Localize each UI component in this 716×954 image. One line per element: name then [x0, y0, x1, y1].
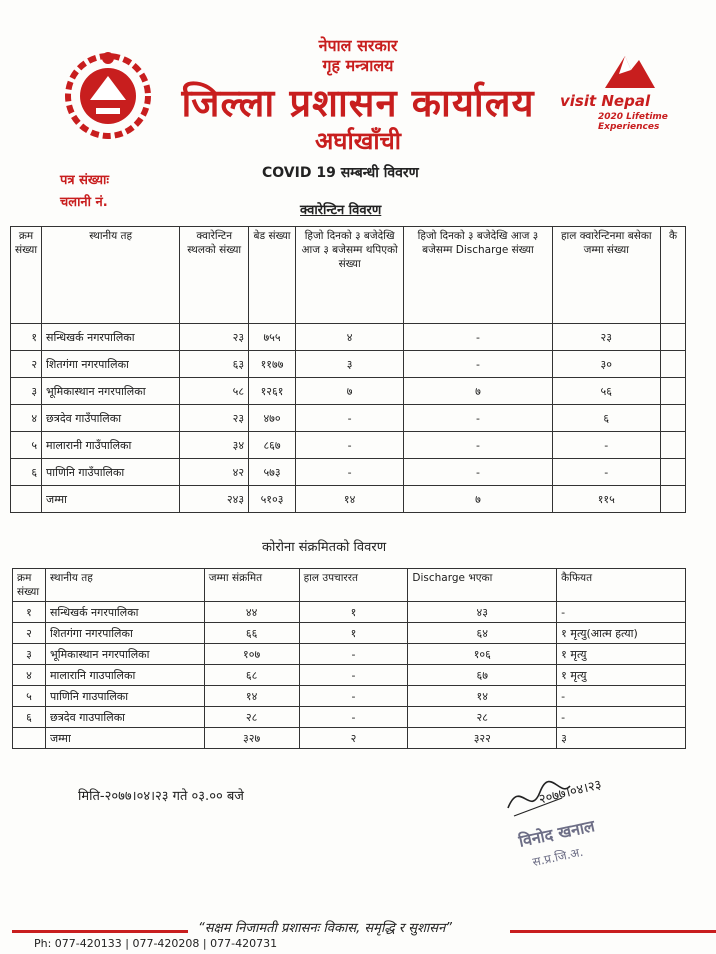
footer-phone: Ph: 077-420133 | 077-420208 | 077-420731 — [34, 937, 278, 950]
table-cell — [661, 405, 686, 432]
table-cell: ६ — [11, 459, 42, 486]
table-cell — [661, 459, 686, 486]
table-cell: - — [295, 405, 403, 432]
table-cell — [661, 378, 686, 405]
table-cell: पाणिनि गाउपालिका — [45, 686, 204, 707]
footer-motto: “सक्षम निजामती प्रशासनः विकास, समृद्धि र सुशासन” — [198, 921, 453, 936]
table-cell: ४ — [11, 405, 42, 432]
col-header: हिजो दिनको ३ बजेदेखि आज ३ बजेसम्म थपिएको संख्या — [295, 227, 403, 324]
table-cell: ३४ — [180, 432, 249, 459]
table-cell: ५ — [13, 686, 46, 707]
table-cell: ३० — [552, 351, 661, 378]
table-cell: ६७ — [408, 665, 557, 686]
report-date: मिति-२०७७।०४।२३ गते ०३.०० बजे — [78, 789, 244, 804]
table-cell: १ मृत्यु(आत्म हत्या) — [557, 623, 686, 644]
stamp-role: स.प्र.जि.अ. — [531, 844, 585, 870]
col-header: क्रम संख्या — [11, 227, 42, 324]
table-cell: ५१०३ — [249, 486, 296, 513]
table-cell: शितगंगा नगरपालिका — [45, 623, 204, 644]
infected-row — [13, 665, 686, 686]
table-cell: ६ — [552, 405, 661, 432]
table-cell: जम्मा — [45, 728, 204, 749]
table-cell: २८ — [204, 707, 299, 728]
table-cell: छत्रदेव गाउपालिका — [45, 707, 204, 728]
office-name: जिल्ला प्रशासन कार्यालय — [181, 81, 535, 125]
table-cell: जम्मा — [42, 486, 180, 513]
table-cell: - — [299, 665, 408, 686]
gov-name: नेपाल सरकार — [318, 36, 398, 55]
table-cell: ४३ — [408, 602, 557, 623]
table-cell — [661, 432, 686, 459]
table-cell: ५ — [11, 432, 42, 459]
table-cell: - — [557, 686, 686, 707]
table-cell: भूमिकास्थान नगरपालिका — [45, 644, 204, 665]
table-cell: १ — [11, 324, 42, 351]
table-cell: ३ — [13, 644, 46, 665]
table-cell: - — [404, 351, 552, 378]
table-cell: ७ — [295, 378, 403, 405]
table-cell: ५७३ — [249, 459, 296, 486]
table-cell: २ — [11, 351, 42, 378]
table-cell: ५८ — [180, 378, 249, 405]
quarantine-row — [11, 378, 686, 405]
table-cell: ७ — [404, 378, 552, 405]
table-cell: मालारानि गाउपालिका — [45, 665, 204, 686]
table-cell: २ — [13, 623, 46, 644]
infected-row — [13, 707, 686, 728]
table-cell: १०६ — [408, 644, 557, 665]
table-cell: - — [557, 707, 686, 728]
signature-date: २०७७।०४।२३ — [537, 777, 604, 808]
col-header: Discharge भएका — [408, 569, 557, 602]
visit-nepal-text: visit Nepal — [560, 92, 651, 110]
table-cell: - — [295, 432, 403, 459]
table-cell: ६३ — [180, 351, 249, 378]
table-cell: ३ — [11, 378, 42, 405]
quarantine-row — [11, 432, 686, 459]
col-header: क्रम संख्या — [13, 569, 46, 602]
col-header: स्थानीय तह — [45, 569, 204, 602]
table-cell: - — [299, 686, 408, 707]
table-cell: छत्रदेव गाउँपालिका — [42, 405, 180, 432]
table-cell: ४४ — [204, 602, 299, 623]
table-cell: १४ — [204, 686, 299, 707]
table-cell: सन्धिखर्क नगरपालिका — [42, 324, 180, 351]
table-cell: - — [404, 432, 552, 459]
table-cell — [661, 486, 686, 513]
col-header: जम्मा संक्रमित — [204, 569, 299, 602]
ref-number-label: पत्र संख्याः — [60, 173, 110, 188]
table-cell: ६८ — [204, 665, 299, 686]
table-cell: १०७ — [204, 644, 299, 665]
ministry-name: गृह मन्त्रालय — [322, 56, 394, 75]
col-header: हाल उपचाररत — [299, 569, 408, 602]
visit-nepal-subtext: 2020 Lifetime Experiences — [598, 112, 668, 132]
table-cell: - — [404, 405, 552, 432]
quarantine-section-title: क्वारेन्टिन विवरण — [300, 203, 382, 218]
table-cell: ११५ — [552, 486, 661, 513]
table-cell: २ — [299, 728, 408, 749]
infected-row — [13, 686, 686, 707]
col-header: हाल क्वारेन्टिनमा बसेका जम्मा संख्या — [552, 227, 661, 324]
col-header: क्वारेन्टिन स्थलको संख्या — [180, 227, 249, 324]
infected-row — [13, 623, 686, 644]
table-cell: २८ — [408, 707, 557, 728]
table-cell: - — [557, 602, 686, 623]
quarantine-row — [11, 459, 686, 486]
table-cell: १ — [299, 602, 408, 623]
col-header: हिजो दिनको ३ बजेदेखि आज ३ बजेसम्म Discharge संख्या — [404, 227, 552, 324]
table-cell: ३२२ — [408, 728, 557, 749]
table-cell: - — [404, 324, 552, 351]
table-cell: २४३ — [180, 486, 249, 513]
infected-row — [13, 728, 686, 749]
table-cell: १४ — [295, 486, 403, 513]
footer-rule-left — [12, 930, 188, 933]
table-cell: - — [404, 459, 552, 486]
col-header: बेड संख्या — [249, 227, 296, 324]
table-cell — [661, 351, 686, 378]
table-cell — [661, 324, 686, 351]
table-cell: सन्धिखर्क नगरपालिका — [45, 602, 204, 623]
table-cell: २३ — [180, 324, 249, 351]
quarantine-header-row — [11, 227, 686, 324]
table-cell: ४७० — [249, 405, 296, 432]
table-cell: १ — [13, 602, 46, 623]
dispatch-number-label: चलानी नं. — [60, 195, 108, 210]
table-cell: पाणिनि गाउँपालिका — [42, 459, 180, 486]
table-cell: ७ — [404, 486, 552, 513]
quarantine-row — [11, 405, 686, 432]
infected-header-row — [13, 569, 686, 602]
table-cell: ५६ — [552, 378, 661, 405]
infected-row — [13, 644, 686, 665]
table-cell: ३ — [557, 728, 686, 749]
quarantine-row — [11, 486, 686, 513]
quarantine-row — [11, 351, 686, 378]
footer-rule-right — [510, 930, 716, 933]
table-cell: शितगंगा नगरपालिका — [42, 351, 180, 378]
table-cell: - — [295, 459, 403, 486]
table-cell: १ मृत्यु — [557, 665, 686, 686]
infected-table — [12, 568, 686, 749]
district-name: अर्घाखाँची — [314, 127, 402, 155]
table-cell: ३ — [295, 351, 403, 378]
col-header: कैफियत — [557, 569, 686, 602]
quarantine-row — [11, 324, 686, 351]
table-cell: ६ — [13, 707, 46, 728]
table-cell: १ — [299, 623, 408, 644]
quarantine-table — [10, 226, 686, 513]
col-header: स्थानीय तह — [42, 227, 180, 324]
table-cell: ४ — [13, 665, 46, 686]
table-cell: - — [552, 432, 661, 459]
table-cell: १२६१ — [249, 378, 296, 405]
col-header: कै — [661, 227, 686, 324]
table-cell: - — [552, 459, 661, 486]
table-cell: ४ — [295, 324, 403, 351]
table-cell: ३२७ — [204, 728, 299, 749]
document-title: COVID 19 सम्बन्धी विवरण — [262, 165, 419, 181]
table-cell: भूमिकास्थान नगरपालिका — [42, 378, 180, 405]
table-cell: १४ — [408, 686, 557, 707]
table-cell: १ मृत्यु — [557, 644, 686, 665]
table-cell: ८६७ — [249, 432, 296, 459]
table-cell: ४२ — [180, 459, 249, 486]
table-cell: ७५५ — [249, 324, 296, 351]
table-cell: ११७७ — [249, 351, 296, 378]
table-cell — [11, 486, 42, 513]
table-cell: मालारानी गाउँपालिका — [42, 432, 180, 459]
infected-row — [13, 602, 686, 623]
table-cell: - — [299, 644, 408, 665]
table-cell: २३ — [180, 405, 249, 432]
table-cell: २३ — [552, 324, 661, 351]
stamp-name: विनोद खनाल — [516, 816, 597, 851]
table-cell: ६६ — [204, 623, 299, 644]
table-cell — [13, 728, 46, 749]
table-cell: ६४ — [408, 623, 557, 644]
table-cell: - — [299, 707, 408, 728]
infected-section-title: कोरोना संक्रमितको विवरण — [262, 540, 387, 555]
